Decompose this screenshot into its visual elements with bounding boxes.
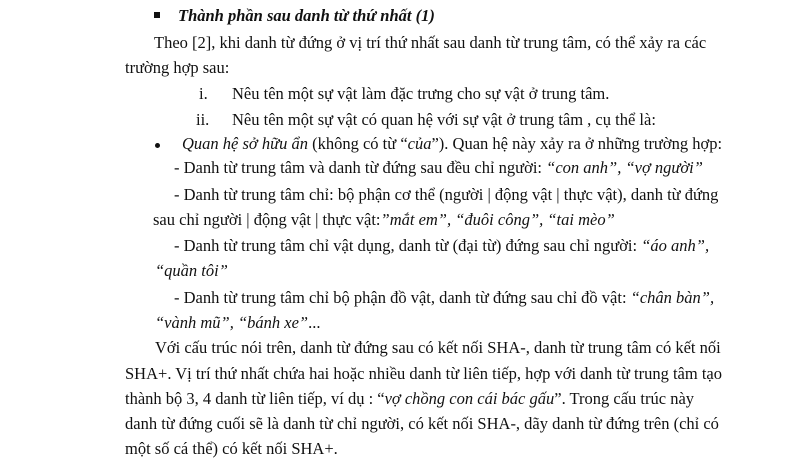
case-4-line-2 (155, 313, 320, 333)
para-line-3-b: ”. Trong cấu trúc này (554, 389, 695, 408)
case-4-text: - Danh từ trung tâm chỉ bộ phận đồ vật, danh từ đứng sau chỉ đồ vật: (174, 288, 631, 307)
case-1-examples: “con anh”, “vợ người” (546, 158, 703, 177)
case-1-text: - Danh từ trung tâm và danh từ đứng sau đều chỉ người: (174, 158, 547, 177)
case-3-text: - Danh từ trung tâm chỉ vật dụng, danh từ (đại từ) đứng sau chỉ người: (174, 236, 642, 255)
bullet-term: Quan hệ sở hữu ẩn (182, 134, 308, 153)
case-4-line-1 (174, 288, 714, 308)
bullet-word: của (407, 134, 432, 153)
case-3-example-2: “quần tôi” (155, 261, 228, 280)
para-example: vợ chồng con cái bác gấu (384, 389, 555, 408)
case-4-tail: ... (308, 313, 321, 332)
roman-item-ii: Nêu tên một sự vật có quan hệ với sự vật ở trung tâm , cụ thể là: (232, 110, 656, 129)
para-line-3 (125, 389, 694, 409)
roman-item-i: Nêu tên một sự vật làm đặc trưng cho sự vật ở trung tâm. (232, 84, 610, 103)
case-2-text: sau chỉ người | động vật | thực vật: (153, 210, 381, 229)
para-line-2: SHA+. Vị trí thứ nhất chứa hai hoặc nhiều danh từ liên tiếp, hợp với danh từ trung tâm tạo (125, 364, 722, 383)
para-line-3-a: thành bộ 3, 4 danh từ liên tiếp, ví dụ : “ (125, 389, 385, 408)
case-3-line-1 (174, 236, 709, 256)
case-4-example-2: “vành mũ”, “bánh xe” (155, 313, 309, 332)
case-2-line-2 (153, 210, 615, 230)
bullet-ownership (182, 134, 722, 154)
case-2-line-1: - Danh từ trung tâm chỉ: bộ phận cơ thể (người | động vật | thực vật), danh từ đứng (174, 185, 719, 204)
bullet-open: (không có từ “ (307, 134, 408, 153)
case-3-example-1: “áo anh”, (641, 236, 710, 255)
section-heading: Thành phần sau danh từ thứ nhất (1) (178, 6, 435, 25)
para-line-4: danh từ đứng cuối sẽ là danh từ chỉ người, có kết nối SHA-, dãy danh từ đứng trên (chỉ có (125, 414, 719, 433)
case-2-examples: ”mắt em”, “đuôi công”, “tai mèo” (380, 210, 615, 229)
round-bullet-icon (155, 143, 160, 148)
case-1 (174, 158, 703, 178)
square-bullet-icon (154, 12, 160, 18)
intro-line-2: trường hợp sau: (125, 58, 230, 77)
bullet-close: ”). Quan hệ này xảy ra ở những trường hợp: (431, 134, 723, 153)
case-4-example-1: “chân bàn”, (630, 288, 715, 307)
intro-line-1: Theo [2], khi danh từ đứng ở vị trí thứ nhất sau danh từ trung tâm, có thể xảy ra các (154, 33, 707, 52)
para-line-5: một số cá thể) có kết nối SHA+. (125, 439, 338, 458)
roman-numeral-i: i. (199, 84, 208, 103)
roman-numeral-ii: ii. (196, 110, 210, 129)
para-line-1: Với cấu trúc nói trên, danh từ đứng sau có kết nối SHA-, danh từ trung tâm có kết nối (155, 338, 721, 357)
